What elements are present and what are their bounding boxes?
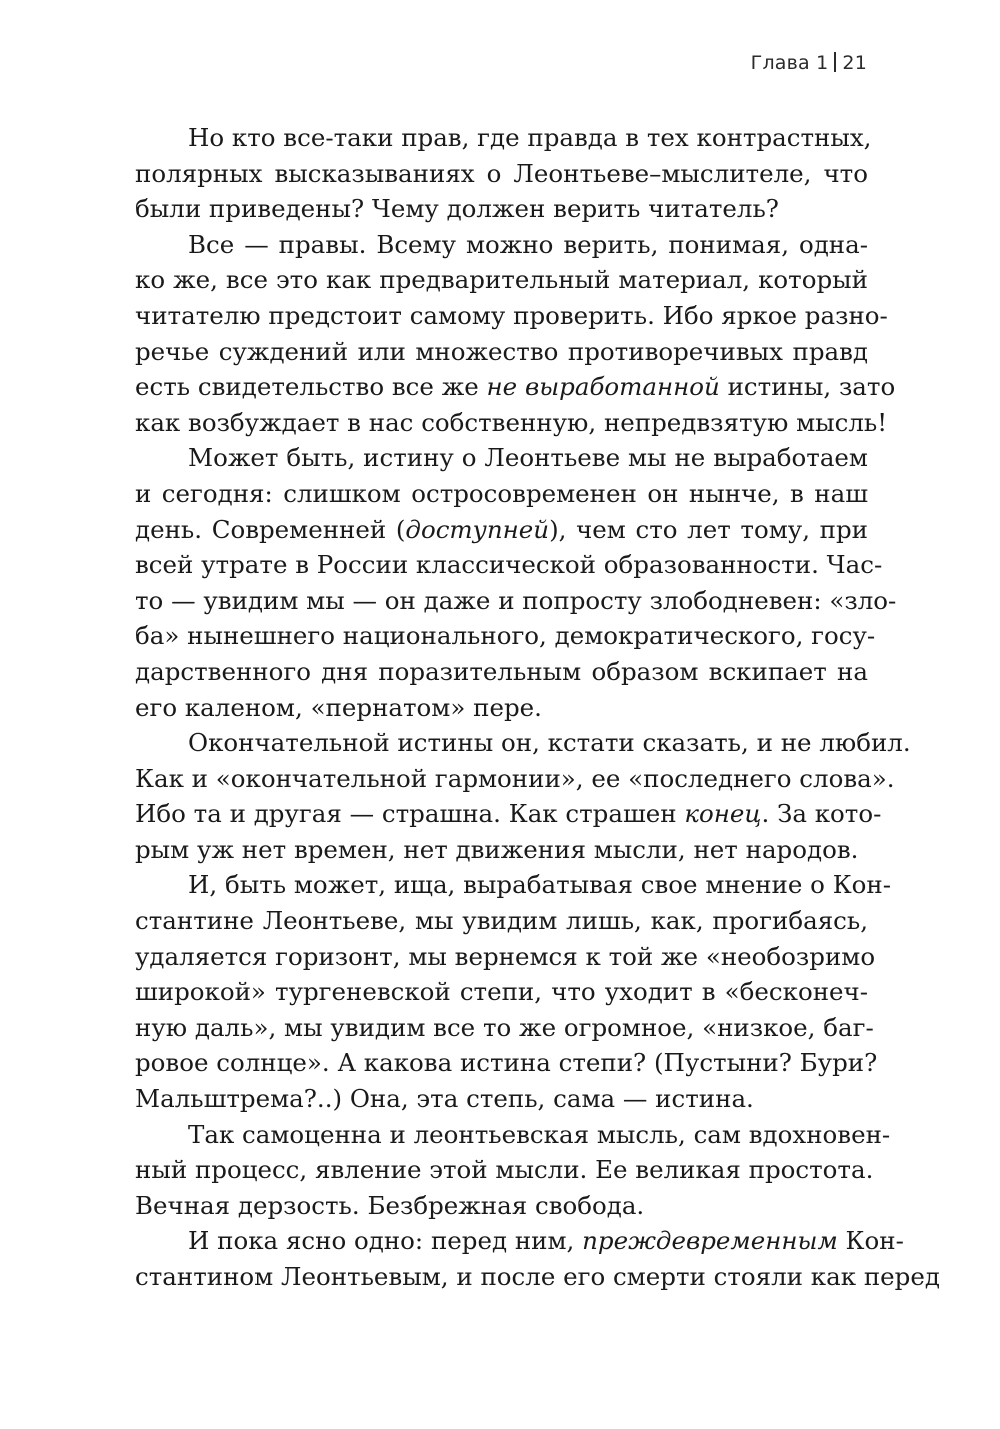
text-run: ко же, все это как предварительный материал, который [135, 265, 868, 295]
text-run: то — увидим мы — он даже и попросту злободневен: «зло- [135, 585, 897, 615]
text-line [135, 512, 868, 548]
text-run: день. Современней ( [135, 514, 406, 544]
text-line [135, 1081, 868, 1117]
text-line [135, 476, 868, 512]
paragraph [135, 867, 892, 1116]
text-line [135, 1259, 940, 1295]
italic-text: преждевременным [582, 1226, 838, 1256]
italic-text: конец [684, 799, 762, 829]
text-run: широкой» тургеневской степи, что уходит в «бесконеч- [135, 977, 868, 1007]
text-line [135, 832, 868, 868]
text-run: стантином Леонтьевым, и после его смерти стояли как перед [135, 1262, 940, 1291]
text-line [135, 1152, 874, 1188]
text-line [135, 262, 868, 298]
paragraph [135, 725, 911, 867]
text-line [135, 761, 895, 797]
text-run: и сегодня: слишком остросовременен он нынче, в наш [135, 478, 868, 508]
italic-text: доступней [405, 514, 550, 544]
text-line [135, 867, 892, 903]
text-line [135, 227, 868, 263]
paragraph [135, 120, 872, 227]
text-run: дарственного дня поразительным образом вскипает на [135, 656, 868, 686]
text-run: Окончательной истины он, кстати сказать, и не любил. [188, 728, 911, 758]
text-run: как возбуждает в нас собственную, непредвзятую мысль! [135, 407, 888, 437]
text-run: . За кото- [761, 799, 882, 829]
text-line [135, 1010, 874, 1046]
text-line [135, 1188, 868, 1224]
chapter-label: Глава 1 [750, 52, 829, 74]
text-run: Но кто все-таки прав, где правда в тех контрастных, [188, 123, 872, 152]
text-line [135, 298, 888, 334]
text-line [135, 405, 888, 441]
text-run: удаляется горизонт, мы вернемся к той же «необозримо [135, 941, 876, 971]
text-run: полярных высказываниях о Леонтьеве–мыслителе, что [135, 158, 868, 188]
text-line [135, 191, 868, 227]
text-line [135, 690, 868, 726]
body-text [135, 120, 940, 1295]
text-line [135, 618, 876, 654]
text-run: читателю предстоит самому проверить. Ибо яркое разно- [135, 300, 888, 330]
page-number: 21 [842, 52, 867, 74]
text-line [135, 939, 876, 975]
text-line [135, 974, 868, 1010]
text-run: были приведены? Чему должен верить читатель? [135, 194, 779, 224]
text-run: Может быть, истину о Леонтьеве мы не выработаем [188, 443, 868, 473]
text-run: истины, зато [719, 372, 896, 402]
text-line [135, 369, 896, 405]
text-run: И, быть может, ища, вырабатывая свое мнение о Кон- [188, 870, 892, 900]
text-line [135, 120, 872, 156]
paragraph [135, 227, 896, 441]
text-run: Вечная дерзость. Безбрежная свобода. [135, 1190, 645, 1220]
text-run: рым уж нет времен, нет движения мысли, нет народов. [135, 834, 859, 864]
text-line [135, 440, 868, 476]
text-run: И пока ясно одно: перед ним, [188, 1226, 583, 1256]
text-line [135, 654, 868, 690]
text-run: Ибо та и другая — страшна. Как страшен [135, 799, 685, 829]
text-run: Кон- [837, 1226, 904, 1256]
text-line [135, 547, 883, 583]
text-run: речье суждений или множество противоречивых правд [135, 336, 868, 366]
text-line [135, 156, 868, 192]
text-run: есть свидетельство все же [135, 372, 487, 402]
text-line [135, 796, 882, 832]
text-run: его каленом, «пернатом» пере. [135, 692, 542, 722]
text-line [135, 583, 897, 619]
text-run: ный процесс, явление этой мысли. Ее великая простота. [135, 1155, 874, 1185]
text-run: стантине Леонтьеве, мы увидим лишь, как, прогибаясь, [135, 906, 868, 936]
text-run: ), чем сто лет тому, при [549, 514, 868, 544]
text-run: ную даль», мы увидим все то же огромное, «низкое, баг- [135, 1012, 874, 1042]
running-header [751, 52, 867, 74]
italic-text: не выработанной [486, 372, 720, 402]
text-run: Все — правы. Всему можно верить, понимая, одна- [188, 229, 868, 259]
text-line [135, 903, 868, 939]
text-line [135, 1223, 904, 1259]
text-run: Мальштрема?..) Она, эта степь, сама — истина. [135, 1084, 754, 1114]
text-run: Как и «окончательной гармонии», ее «последнего слова». [135, 763, 895, 793]
text-run: ровое солнце». А какова истина степи? (Пустыни? Бури? [135, 1048, 878, 1078]
text-run: Так самоценна и леонтьевская мысль, сам вдохновен- [188, 1119, 891, 1149]
paragraph [135, 1223, 940, 1294]
text-line [135, 1045, 878, 1081]
paragraph [135, 440, 897, 725]
paragraph [135, 1117, 891, 1224]
text-run: ба» нынешнего национального, демократического, госу- [135, 621, 876, 651]
header-separator [834, 52, 836, 72]
text-line [135, 334, 868, 370]
text-line [135, 1117, 891, 1153]
text-run: всей утрате в России классической образованности. Час- [135, 550, 883, 580]
text-line [135, 725, 911, 761]
